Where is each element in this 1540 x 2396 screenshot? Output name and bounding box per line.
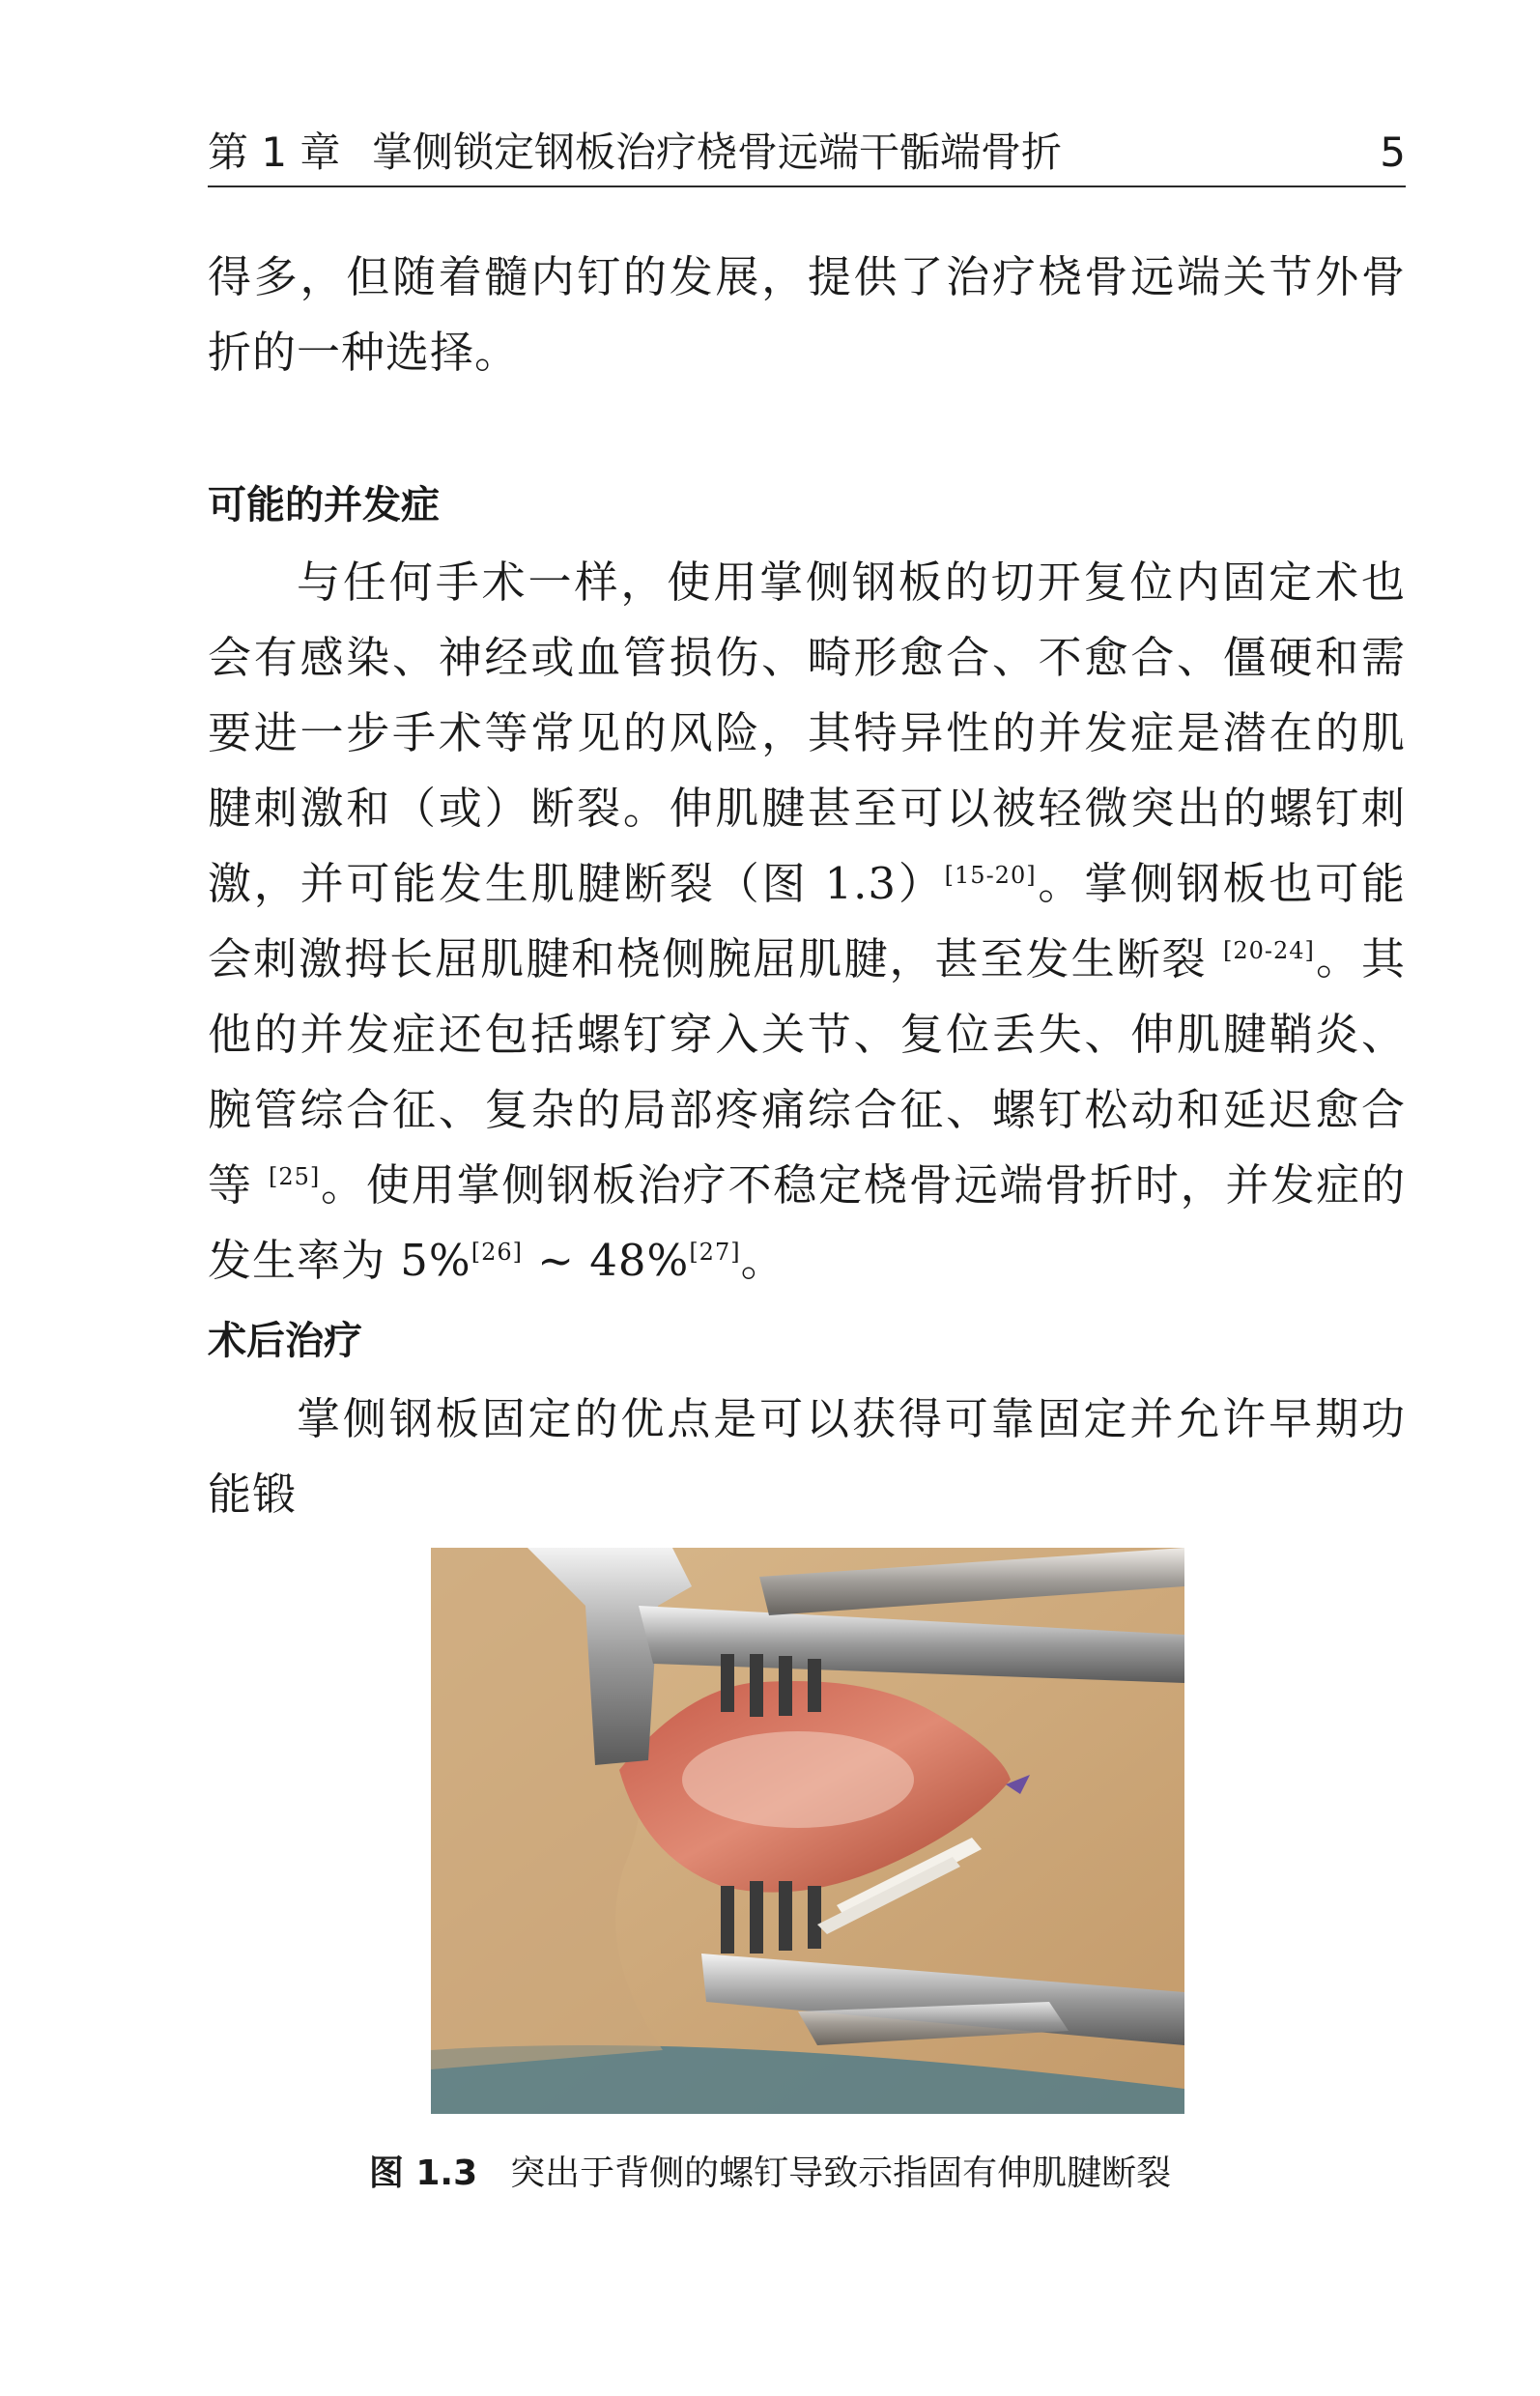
surgical-photo bbox=[431, 1548, 1184, 2114]
figure-caption-text: 突出于背侧的螺钉导致示指固有伸肌腱断裂 bbox=[510, 2154, 1172, 2193]
intro-text: 得多，但随着髓内钉的发展，提供了治疗桡骨远端关节外骨折的一种选择。 bbox=[208, 251, 1406, 378]
running-header bbox=[208, 126, 1406, 187]
citation: [27] bbox=[689, 1239, 741, 1266]
citation: [26] bbox=[471, 1239, 523, 1266]
intro-paragraph bbox=[208, 240, 1406, 390]
chapter-title: 掌侧锁定钢板治疗桡骨远端干骺端骨折 bbox=[372, 128, 1063, 176]
figure-caption bbox=[0, 2150, 1540, 2198]
complications-text-2: 。掌侧钢板也可能会刺激拇长屈肌腱和桡侧腕屈肌腱，甚至发生断裂 bbox=[208, 858, 1406, 984]
section-heading-postop: 术后治疗 bbox=[208, 1319, 362, 1363]
citation: [20-24] bbox=[1223, 937, 1315, 964]
figure-number: 图 1.3 bbox=[368, 2154, 478, 2193]
complications-paragraph bbox=[208, 545, 1406, 1298]
complications-text-1: 与任何手术一样，使用掌侧钢板的切开复位内固定术也会有感染、神经或血管损伤、畸形愈合、不愈合、僵硬和需要进一步手术等常见的风险，其特异性的并发症是潜在的肌腱刺激和（或）断裂。伸肌腱甚至可以被轻微突出的螺钉刺激，并可能发生肌腱断裂（图 1.3） bbox=[208, 556, 1406, 909]
postop-text: 掌侧钢板固定的优点是可以获得可靠固定并允许早期功能锻 bbox=[208, 1393, 1406, 1520]
complications-text-3: 。其他的并发症还包括螺钉穿入关节、复位丢失、伸肌腱鞘炎、腕管综合征、复杂的局部疼痛综合征、螺钉松动和延迟愈合等 bbox=[208, 933, 1406, 1211]
section-heading-complications: 可能的并发症 bbox=[208, 483, 440, 528]
complications-text-6: 。 bbox=[740, 1235, 785, 1286]
postop-paragraph bbox=[208, 1382, 1406, 1532]
page-number: 5 bbox=[1380, 128, 1406, 176]
complications-text-5: ~ 48% bbox=[522, 1235, 690, 1286]
surgical-photo-illustration bbox=[431, 1548, 1184, 2114]
citation: [25] bbox=[268, 1163, 321, 1190]
citation: [15-20] bbox=[944, 862, 1037, 889]
chapter-label: 第 1 章 bbox=[208, 128, 341, 176]
complications-text-4: 。使用掌侧钢板治疗不稳定桡骨远端骨折时，并发症的发生率为 5% bbox=[208, 1159, 1406, 1286]
